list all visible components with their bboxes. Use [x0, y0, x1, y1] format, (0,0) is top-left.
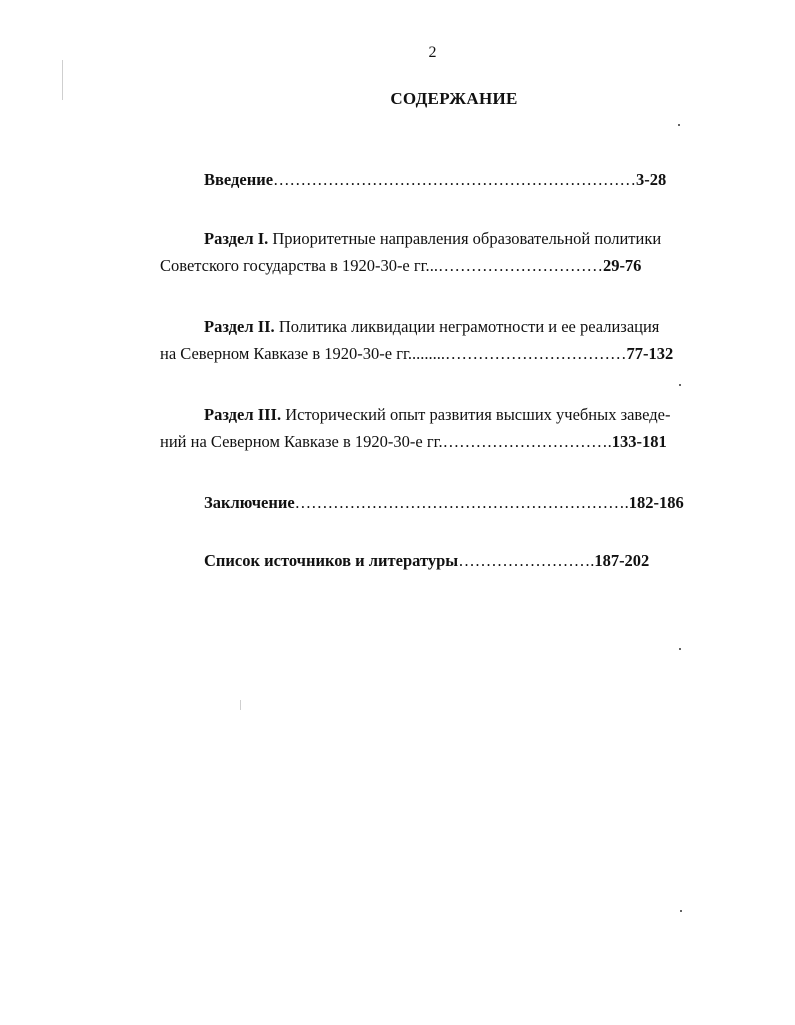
- toc-dots: …………………………………………………………: [273, 170, 637, 189]
- toc-line: [160, 166, 680, 193]
- scan-speck: [679, 648, 681, 650]
- toc-section-prefix: Раздел I.: [204, 229, 269, 248]
- scan-mark: [62, 60, 63, 100]
- toc-entry-section-3: [160, 401, 680, 455]
- toc-label: Список источников и литературы: [204, 551, 459, 570]
- toc-dots: …………………….: [458, 551, 595, 570]
- toc-pages: 29-76: [602, 256, 642, 275]
- toc-section-prefix: Раздел II.: [204, 317, 275, 336]
- toc-pages: 133-181: [611, 432, 667, 451]
- scan-mark: [240, 700, 241, 710]
- toc-line: [160, 489, 684, 516]
- toc-line: [160, 340, 680, 367]
- toc-entry-section-2: [160, 313, 680, 367]
- toc-line: [160, 313, 680, 340]
- toc-dots: ........……………………………: [412, 344, 627, 363]
- toc-entry-intro: [160, 166, 680, 193]
- toc-section-title: Политика ликвидации неграмотности и ее реализация: [274, 317, 660, 336]
- toc-entry-section-1: [160, 225, 680, 279]
- toc-line: [160, 401, 680, 428]
- page-title: СОДЕРЖАНИЕ: [390, 89, 518, 108]
- toc-label: Заключение: [204, 493, 295, 512]
- toc-section-title-cont: Советского государства в 1920-30-е гг.: [160, 256, 430, 275]
- toc-dots: ………………………….: [442, 432, 612, 451]
- toc-entry-conclusion: [160, 489, 684, 516]
- toc-section-title: Приоритетные направления образовательной политики: [268, 229, 662, 248]
- toc-line: [160, 547, 680, 574]
- scan-speck: [680, 910, 682, 912]
- toc-section-prefix: Раздел III.: [204, 405, 282, 424]
- toc-pages: 187-202: [594, 551, 650, 570]
- toc-section-title-cont: на Северном Кавказе в 1920-30-е гг.: [160, 344, 413, 363]
- toc-line: [160, 428, 680, 455]
- toc-section-title: Исторический опыт развития высших учебных заведе-: [281, 405, 671, 424]
- page-number: 2: [428, 44, 437, 61]
- scan-speck: [679, 384, 681, 386]
- toc-pages: 182-186: [628, 493, 684, 512]
- toc-pages: 77-132: [626, 344, 674, 363]
- scan-speck: [678, 124, 680, 126]
- toc-dots: …………………………………………………….: [294, 493, 629, 512]
- toc-line: [160, 252, 680, 279]
- toc-section-title-cont: ний на Северном Кавказе в 1920-30-е гг.: [160, 432, 443, 451]
- toc-dots: ..…………………………: [429, 256, 603, 275]
- toc-line: [160, 225, 680, 252]
- toc-label: Введение: [204, 170, 274, 189]
- toc-entry-literature: [160, 547, 680, 574]
- toc-pages: 3-28: [636, 170, 667, 189]
